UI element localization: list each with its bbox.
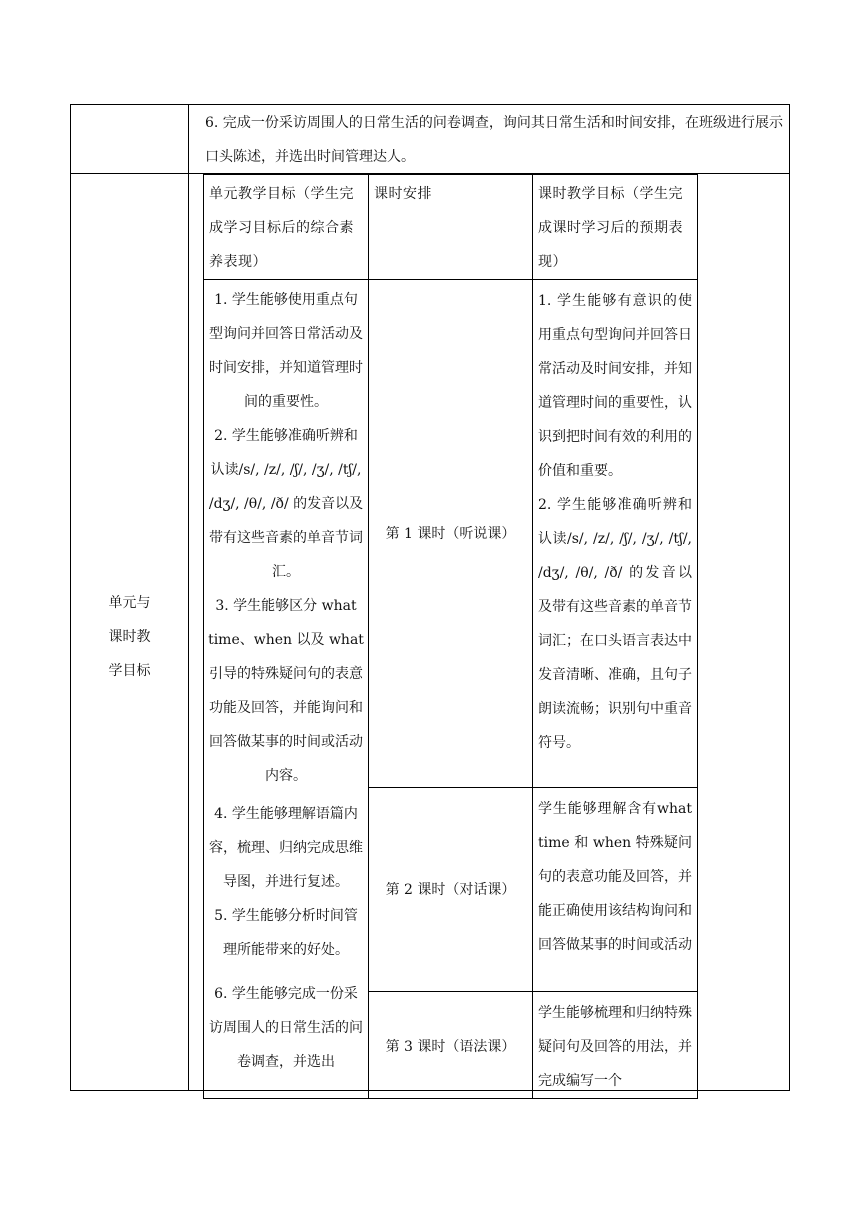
- header-lesson-goals: 课时教学目标（学生完成课时学习后的预期表现）: [533, 175, 698, 280]
- lesson-2-goals: [533, 788, 698, 992]
- unit-goal-item: 3. 学生能够区分 what time、when 以及 what 引导的特殊疑问句的表意功能及回答，并能询问和回答做某事的时间或活动内容。: [208, 598, 364, 784]
- unit-goals-cell: [204, 280, 369, 1099]
- schedule-lesson-1: 第 1 课时（听说课）: [369, 280, 533, 788]
- inner-header-row: [204, 175, 698, 280]
- unit-goal-item: 6. 学生能够完成一份采访周围人的日常生活的问卷调查，并选出: [209, 986, 363, 1070]
- top-row-content-cell: [189, 105, 790, 174]
- lesson-goal-item: 学生能够梳理和归纳特殊疑问句及回答的用法，并完成编写一个: [538, 1005, 692, 1089]
- schedule-lesson-3: 第 3 课时（语法课）: [369, 992, 533, 1099]
- top-row-text: 6. 完成一份采访周围人的日常生活的问卷调查，询问其日常生活和时间安排，在班级进行展示口头陈述，并选出时间管理达人。: [205, 115, 783, 165]
- objectives-inner-table: [203, 174, 698, 1099]
- top-row-label-cell: [71, 105, 189, 174]
- objectives-content-cell: [189, 174, 790, 1091]
- unit-goal-item: 4. 学生能够理解语篇内容，梳理、归纳完成思维导图，并进行复述。: [209, 806, 363, 890]
- side-label: [71, 174, 188, 688]
- top-row: [71, 105, 790, 174]
- objectives-row: [71, 174, 790, 1091]
- header-unit-goals: 单元教学目标（学生完成学习目标后的综合素养表现）: [204, 175, 369, 280]
- lesson-3-goals: [533, 992, 698, 1099]
- lesson-plan-table: [70, 104, 790, 1091]
- schedule-lesson-2: 第 2 课时（对话课）: [369, 788, 533, 992]
- unit-goal-item: 1. 学生能够使用重点句型询问并回答日常活动及时间安排，并知道管理时间的重要性。: [209, 292, 363, 410]
- unit-goal-item: 2. 学生能够准确听辨和认读/s/, /z/, /ʃ/, /ʒ/, /tʃ/, /dʒ/, /θ/, /ð/ 的发音以及带有这些音素的单音节词汇。: [208, 428, 364, 580]
- header-schedule: 课时安排: [369, 175, 533, 280]
- side-label-line: 单元与: [108, 595, 151, 611]
- lesson-goal-item: 2. 学生能够准确听辨和认读/s/, /z/, /ʃ/, /ʒ/, /tʃ/, /dʒ/, /θ/, /ð/ 的发音以及带有这些音素的单音节词汇；在口头语言表达中发音清晰、准确，且句子朗读流畅；识别句中重音符号。: [538, 497, 692, 751]
- side-label-line: 学目标: [108, 663, 151, 679]
- lesson-goal-item: 学生能够理解含有what time 和 when 特殊疑问句的表意功能及回答，并能正确使用该结构询问和回答做某事的时间或活动: [538, 801, 692, 953]
- side-label-cell: [71, 174, 189, 1091]
- lesson-goal-item: 1. 学生能够有意识的使用重点句型询问并回答日常活动及时间安排，并知道管理时间的重要性，认识到把时间有效的利用的价值和重要。: [538, 293, 692, 479]
- side-label-line: 课时教: [108, 629, 151, 645]
- lesson-row-1: [204, 280, 698, 788]
- lesson-1-goals: [533, 280, 698, 788]
- unit-goal-item: 5. 学生能够分析时间管理所能带来的好处。: [214, 908, 358, 958]
